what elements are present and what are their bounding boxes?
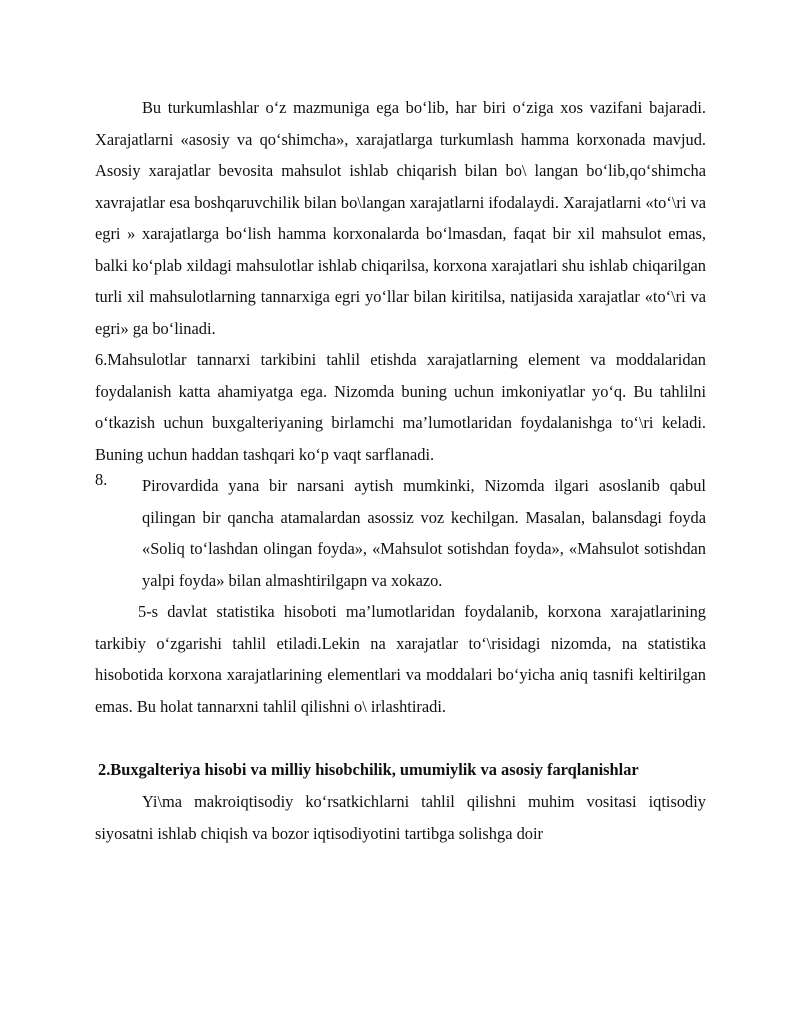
paragraph-statistics: 5-s davlat statistika hisoboti ma’lumotlaridan foydalanib, korxona xarajatlarining tarkibiy o‘zgarishi tahlil etiladi.Lekin na xarajatlar to‘\risidagi nizomda, na statistika hisobotida korxona xarajatlarining elementlari va moddalari bo‘yicha aniq tasnifi keltirilgan emas. Bu holat tannarxni tahlil qilishni o\ irlashtiradi. [95, 602, 706, 716]
paragraph-point-6: 6.Mahsulotlar tannarxi tarkibini tahlil etishda xarajatlarning element va moddalaridan foydalanish katta ahamiyatga ega. Nizomda buning uchun imkoniyatlar yo‘q. Bu tahlilni o‘tkazish uchun buxgalteriyaning birlamchi ma’lumotlaridan foydalanishga to‘\ri keladi. Buning uchun haddan tashqari ko‘p vaqt sarflanadi. [95, 350, 706, 464]
list-item-number: 8. [95, 470, 108, 489]
document-page [95, 92, 706, 849]
paragraph-turkumlash: Bu turkumlashlar o‘z mazmuniga ega bo‘lib, har biri o‘ziga xos vazifani bajaradi. Xarajatlarni «asosiy va qo‘shimcha», xarajatlarga turkumlash hamma korxonada mavjud. Asosiy xarajatlar bevosita mahsulot ishlab chiqarish bilan bo\ langan bo‘lib,qo‘shimcha xavrajatlar esa boshqaruvchilik bilan bo\langan xarajatlarni ifodalaydi. Xarajatlarni «to‘\ri va egri » xarajatlarga bo‘lish hamma korxonalarda bo‘lmasdan, faqat bir xil mahsulot emas, balki ko‘plab xildagi mahsulotlar ishlab chiqarilsa, korxona xarajatlari shu ishlab chiqarilgan turli xil mahsulotlarning tannarxiga egri yo‘llar bilan kiritilsa, natijasida xarajatlar «to‘\ri va egri» ga bo‘linadi. [95, 98, 706, 338]
section-heading: 2.Buxgalteriya hisobi va milliy hisobchilik, umumiylik va asosiy farqlanishlar [98, 760, 639, 779]
list-item-8 [95, 470, 706, 596]
list-item-text: Pirovardida yana bir narsani aytish mumkinki, Nizomda ilgari asoslanib qabul qilingan bir qancha atamalardan asossiz voz kechilgan. Masalan, balansdagi foyda «Soliq to‘lashdan olingan foyda», «Mahsulot sotishdan foyda», «Mahsulot sotishdan yalpi foyda» bilan almashtirilgapn va xokazo. [142, 476, 706, 590]
paragraph-macro-indicators: Yi\ma makroiqtisodiy ko‘rsatkichlarni tahlil qilishni muhim vositasi iqtisodiy siyosatni ishlab chiqish va bozor iqtisodiyotini tartibga solishga doir [95, 792, 706, 843]
